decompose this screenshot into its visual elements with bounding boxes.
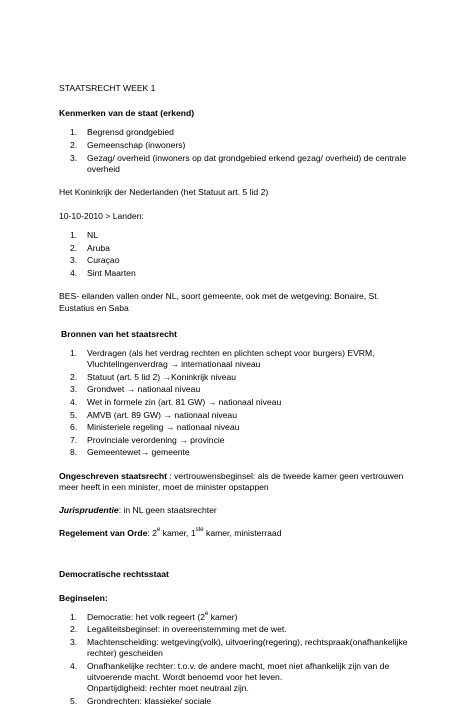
- landen-intro: 10-10-2010 > Landen:: [59, 210, 144, 221]
- kenmerken-list: [59, 127, 414, 175]
- jurisprudentie-paragraph: [59, 505, 414, 516]
- landen-list-wrap: [59, 230, 414, 280]
- kenmerken-heading: Kenmerken van de staat (erkend): [59, 108, 195, 119]
- list-item: 5. AMVB (art. 89 GW) → nationaal niveau: [70, 409, 237, 420]
- landen-list: [59, 230, 414, 280]
- list-item: 2. Statuut (art. 5 lid 2) →Koninkrijk niveau: [70, 371, 237, 382]
- regelement-sup-b: ste: [195, 527, 204, 534]
- regelement-text-b: kamer, 1: [160, 528, 196, 539]
- list-item: 2. Gemeenschap (inwoners): [70, 140, 186, 151]
- list-item: 4. Wet in formele zin (art. 81 GW) → nationaal niveau: [70, 397, 282, 407]
- list-item: 3. Curaçao: [70, 255, 120, 266]
- onpartijdigheid-line: Onpartijdigheid: rechter moet neutraal zijn.: [87, 683, 249, 694]
- ongeschreven-text: : vertrouwensbeginsel: als de tweede kamer geen vertrouwen meer heeft in een minister, moet de minister opstappen: [59, 470, 404, 492]
- beginselen-list-wrap: [59, 612, 414, 707]
- regelement-text-c: kamer, ministerraad: [203, 528, 282, 539]
- list-item: 8. Gemeentewet→ gemeente: [70, 447, 190, 458]
- list-item: 1. Democratie: het volk regeert (2e kamer): [70, 610, 238, 622]
- ongeschreven-label: Ongeschreven staatsrecht: [59, 470, 167, 481]
- list-item: 1. Begrensd grondgebied: [70, 127, 174, 138]
- list-item: 5. Grondrechten: klassieke/ sociale: [70, 695, 212, 706]
- list-item: 1. Verdragen (als het verdrag rechten en plichten schept voor burgers) EVRM, Vluchtelingenverdrag → internationaal niveau: [70, 348, 375, 370]
- bronnen-list: [59, 348, 414, 459]
- regelement-label: Regelement van Orde: [59, 528, 148, 539]
- list-item: 3. Grondwet → nationaal niveau: [70, 384, 201, 395]
- list-item: 7. Provinciale verordening → provincie: [70, 434, 225, 445]
- regelement-text-a: : 2: [147, 528, 157, 539]
- regelement-paragraph: [59, 528, 414, 539]
- list-item: 3. Machtenscheiding: wetgeving(volk), uitvoering(regering), rechtspraak(onafhankelijke rechter) gescheiden: [70, 636, 408, 659]
- kenmerken-list-wrap: [59, 127, 414, 175]
- koninkrijk-line: Het Koninkrijk der Nederlanden (het Statuut art. 5 lid 2): [59, 187, 269, 198]
- list-item: 2. Aruba: [70, 242, 110, 253]
- democratische-heading: Democratische rechtsstaat: [59, 569, 169, 580]
- bronnen-list-wrap: [59, 348, 414, 459]
- bronnen-heading: Bronnen van het staatsrecht: [61, 328, 178, 339]
- beginselen-subheading: Beginselen:: [59, 592, 108, 603]
- regelement-sup-a: e: [156, 527, 161, 534]
- jurisprudentie-label: Jurisprudentie: [59, 504, 119, 515]
- list-item: 4. Sint Maarten: [70, 268, 136, 279]
- list-item: 3. Gezag/ overheid (inwoners op dat grondgebied erkend gezag/ overheid) de centrale overheid: [70, 153, 407, 175]
- bes-paragraph: BES- eilanden vallen onder NL, soort gemeente, ook met de wetgeving: Bonaire, St. Eustatius en Saba: [59, 291, 380, 313]
- list-item: 2. Legaliteitsbeginsel: in overeenstemming met de wet.: [70, 624, 287, 635]
- list-item: 4. Onafhankelijke rechter: t.o.v. de andere macht, moet niet afhankelijk zijn van de uitvoerende macht. Wordt benoemd voor het leven. Onpartijdigheid: rechter moet neutraal zijn.: [70, 660, 390, 694]
- ongeschreven-paragraph: [59, 471, 414, 493]
- list-item: 6. Ministeriele regeling → nationaal niveau: [70, 422, 240, 433]
- document-title: STAATSRECHT WEEK 1: [59, 83, 156, 93]
- jurisprudentie-text: : in NL geen staatsrechter: [118, 504, 217, 515]
- beginselen-list: [59, 612, 414, 707]
- list-item: 1. NL: [70, 229, 98, 240]
